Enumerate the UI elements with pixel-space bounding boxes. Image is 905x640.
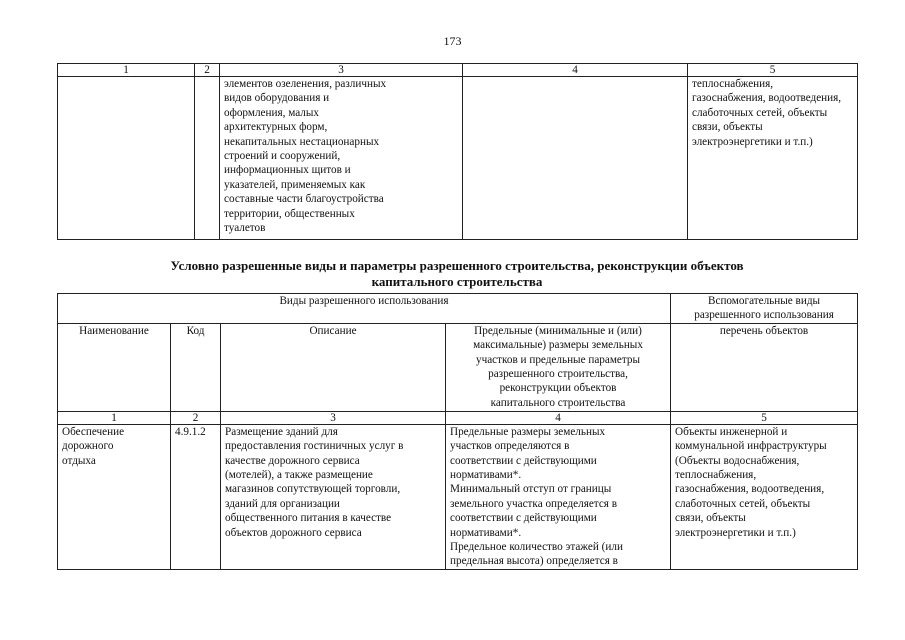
cell-name: Обеспечение дорожного отдыха [58,424,171,569]
col-number: 3 [221,411,446,424]
col-number: 5 [671,411,858,424]
number-row [58,411,858,424]
table-row [58,424,858,569]
col-number: 4 [463,64,688,77]
cell-limits: Предельные размеры земельных участков определяются в соответствии с действующими нормативами*. Минимальный отступ от границы земельного участка определяется в соответствии с действующими нормативами*. Предельное количество этажей (или предельная высота) определяется в [446,424,671,569]
header-name: Наименование [58,323,171,411]
col-number: 4 [446,411,671,424]
cell-description: Размещение зданий для предоставления гостиничных услуг в качестве дорожного сервиса (мотелей), а также размещение магазинов сопутствующей торговли, зданий для организации общественного питания в качестве объектов дорожного сервиса [221,424,446,569]
col-number: 2 [195,64,220,77]
cell-code: 4.9.1.2 [171,424,221,569]
group-header-right: Вспомогательные виды разрешенного использования [671,294,858,324]
header-code: Код [171,323,221,411]
col-number: 2 [171,411,221,424]
cell-objects: теплоснабжения, газоснабжения, водоотведения, слаботочных сетей, объекты связи, объекты электроэнергетики и т.п.) [688,77,858,240]
cell-name [58,77,195,240]
header-description: Описание [221,323,446,411]
group-header-left: Виды разрешенного использования [58,294,671,324]
col-number: 1 [58,64,195,77]
cell-limits [463,77,688,240]
table-row [58,77,858,240]
cell-description: элементов озеленения, различных видов оборудования и оформления, малых архитектурных форм, некапитальных нестационарных строений и сооружений, информационных щитов и указателей, применяемых как составные части благоустройства территории, общественных туалетов [220,77,463,240]
column-header-row [58,323,858,411]
section-title: Условно разрешенные виды и параметры разрешенного строительства, реконструкции объектов капитального строительства [170,258,744,289]
cell-code [195,77,220,240]
main-table [57,293,858,570]
header-objects: перечень объектов [671,323,858,411]
col-number: 5 [688,64,858,77]
col-number: 3 [220,64,463,77]
continuation-table [57,63,858,240]
group-header-row [58,294,858,324]
page-number: 173 [443,34,462,48]
table-header-row [58,64,858,77]
col-number: 1 [58,411,171,424]
header-limits: Предельные (минимальные и (или) максимальные) размеры земельных участков и предельные параметры разрешенного строительства, реконструкции объектов капитального строительства [446,323,671,411]
cell-objects: Объекты инженерной и коммунальной инфраструктуры (Объекты водоснабжения, теплоснабжения, газоснабжения, водоотведения, слаботочных сетей, объекты связи, объекты электроэнергетики и т.п.) [671,424,858,569]
